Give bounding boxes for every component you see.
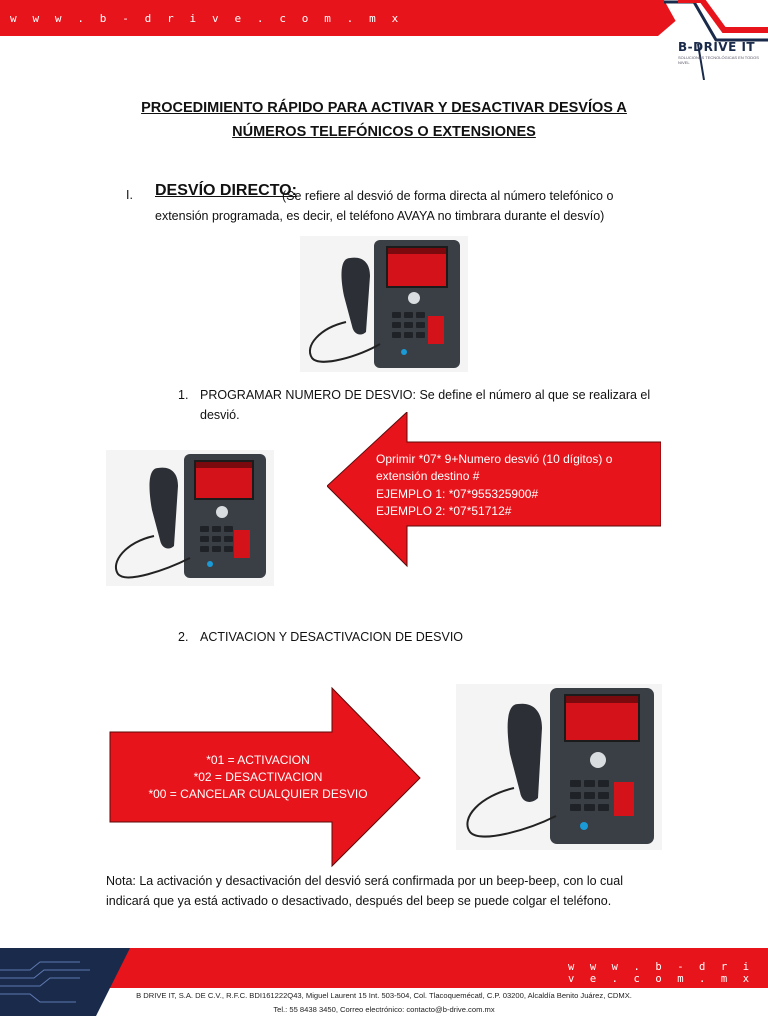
section-desc-line1: (Se refiere al desvió de forma directa al número telefónico o bbox=[282, 189, 614, 203]
avaya-phone-image bbox=[106, 450, 274, 586]
section-number: I. bbox=[126, 188, 133, 202]
arrow-text-line: extensión destino # bbox=[376, 469, 480, 483]
step1-line2: desvió. bbox=[200, 408, 240, 422]
step1-line1: PROGRAMAR NUMERO DE DESVIO: Se define el número al que se realizara el bbox=[200, 388, 651, 402]
arrow-text-line: *00 = CANCELAR CUALQUIER DESVIO bbox=[148, 787, 368, 801]
note-line1: Nota: La activación y desactivación del desvió será confirmada por un beep-beep, con lo cual bbox=[106, 874, 623, 888]
arrow-text-line: *02 = DESACTIVACION bbox=[193, 770, 323, 784]
header-url: w w w . b - d r i v e . c o m . m x bbox=[10, 12, 403, 25]
avaya-phone-image bbox=[300, 236, 468, 372]
arrow-text-line: *01 = ACTIVACION bbox=[206, 753, 310, 767]
section-desc-line2: extensión programada, es decir, el teléfono AVAYA no timbrara durante el desvío) bbox=[155, 209, 605, 223]
page-title-line2: NÚMEROS TELEFÓNICOS O EXTENSIONES bbox=[232, 124, 536, 140]
arrow-text-line: EJEMPLO 2: *07*51712# bbox=[376, 504, 512, 518]
logo-tagline: SOLUCIONES TECNOLÓGICAS EN TODOS NIVEL bbox=[678, 55, 759, 65]
footer-company-info: B DRIVE IT, S.A. DE C.V., R.F.C. BDI161222Q43, Miguel Laurent 15 Int. 503-504, Col. Tlacoquemécatl, C.P. 03200, Alcaldía Benito Juárez, CDMX. bbox=[136, 991, 632, 1000]
company-logo: B-DRIVE IT bbox=[678, 40, 756, 54]
step2-text: ACTIVACION Y DESACTIVACION DE DESVIO bbox=[200, 630, 464, 644]
footer-contact-info: Tel.: 55 8438 3450, Correo electrónico: contacto@b-drive.com.mx bbox=[273, 1005, 495, 1014]
arrow-text-line: Oprimir *07* 9+Numero desvió (10 dígitos) o bbox=[376, 452, 613, 466]
page-title-line1: PROCEDIMIENTO RÁPIDO PARA ACTIVAR Y DESACTIVAR DESVÍOS A bbox=[141, 100, 627, 116]
avaya-phone-image bbox=[456, 684, 662, 850]
footer-url: w w w . b - d r i v e . c o m . m x bbox=[568, 961, 754, 985]
section-heading: DESVÍO DIRECTO: bbox=[155, 182, 297, 199]
note-line2: indicará que ya está activado o desactivado, después del beep se puede colgar el teléfono. bbox=[106, 894, 612, 908]
step1-number: 1. bbox=[178, 388, 189, 402]
step2-number: 2. bbox=[178, 630, 189, 644]
arrow-text-line: EJEMPLO 1: *07*955325900# bbox=[376, 487, 539, 501]
